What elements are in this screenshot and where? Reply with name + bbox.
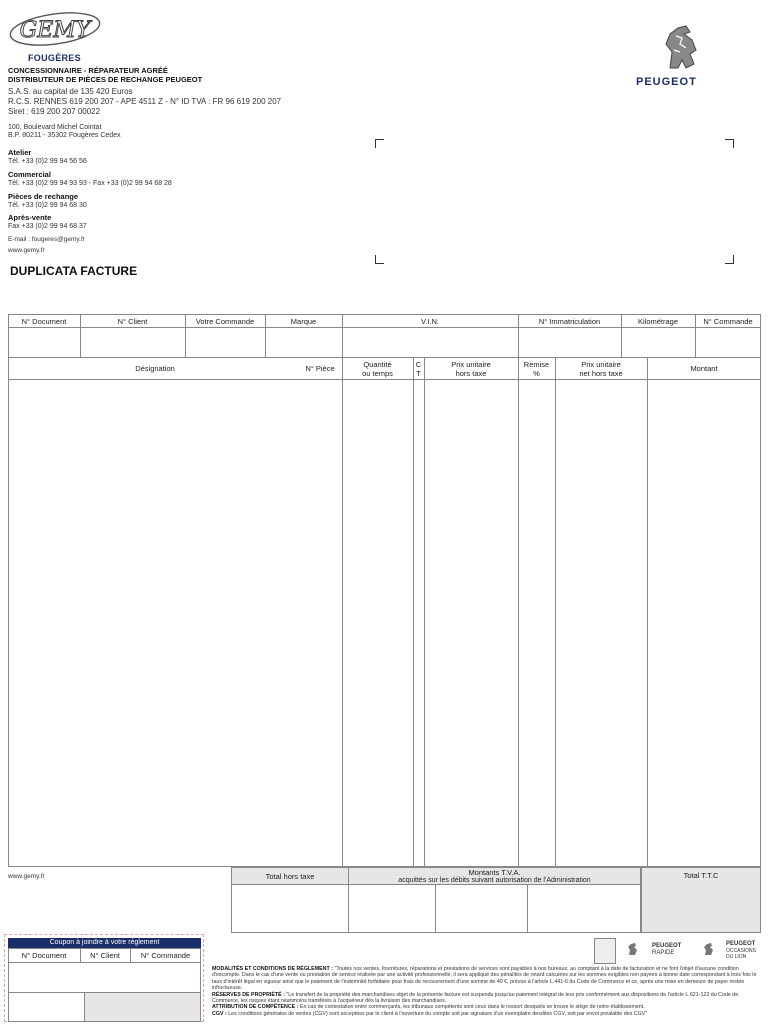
tva-col-sep	[527, 885, 528, 933]
lines-col-sep	[342, 357, 343, 867]
company-website: www.gemy.fr	[8, 247, 45, 254]
header-unit-price-1: Prix unitaire	[451, 360, 491, 369]
header-qty-1: Quantité	[363, 360, 392, 369]
peugeot-rapide-line1: PEUGEOT	[652, 943, 682, 949]
lines-col-sep	[518, 357, 519, 867]
peugeot-rapide-line2: RAPIDE	[652, 950, 675, 956]
header-amount: Montant	[690, 364, 718, 373]
header-discount-1: Remise	[523, 360, 550, 369]
header-order-no: N° Commande	[703, 317, 753, 326]
atelier-heading: Atelier	[8, 148, 32, 157]
header-net-price-2: net hors taxe	[579, 369, 623, 378]
atelier-tel: Tél. +33 (0)2 99 94 56 56	[8, 158, 87, 165]
tva-label-1: Montants T.V.A.	[468, 868, 521, 877]
company-line1: CONCESSIONNAIRE - RÉPARATEUR AGRÉÉ	[8, 66, 168, 75]
apres-vente-heading: Après-vente	[8, 213, 52, 222]
header-net-price-1: Prix unitaire	[581, 360, 621, 369]
peugeot-rapide-badge	[652, 943, 681, 957]
commercial-heading: Commercial	[8, 170, 51, 179]
header-designation: Désignation	[135, 364, 175, 373]
legal-text-jurisdiction: En cas de contestation entre commerçants, les tribunaux compétents sont ceux dans le ressort desquels se trouve le siège de notre établissement.	[299, 1004, 645, 1011]
legal-terms	[212, 966, 764, 1017]
header-registration: N° Immatriculation	[538, 317, 601, 326]
footer-website: www.gemy.fr	[8, 873, 45, 880]
lines-col-sep	[555, 357, 556, 867]
header-document-no: N° Document	[21, 317, 67, 326]
legal-heading-jurisdiction: ATTRIBUTION DE COMPÉTENCE :	[212, 1004, 299, 1011]
info-table-divider	[8, 327, 761, 328]
apres-vente-fax: Fax +33 (0)2 99 94 68 37	[8, 223, 87, 230]
coupon-document-no: N° Document	[21, 951, 67, 960]
lines-col-sep	[424, 357, 425, 867]
company-siret: Siret : 619 200 207 00022	[8, 107, 101, 116]
lines-header-divider	[8, 379, 761, 380]
header-ct-2: T	[416, 369, 421, 378]
peugeot-lion-icon	[656, 22, 708, 72]
peugeot-brand-text: PEUGEOT	[636, 76, 697, 88]
company-address2: B.P. 80211 - 35302 Fougères Cedex	[8, 132, 121, 139]
header-qty-2: ou temps	[362, 369, 393, 378]
lines-col-sep	[647, 357, 648, 867]
company-address1: 100, Boulevard Michel Cointat	[8, 124, 102, 131]
header-client-no: N° Client	[117, 317, 148, 326]
tva-col-sep	[435, 885, 436, 933]
company-capital: S.A.S. au capital de 135 420 Euros	[8, 87, 133, 96]
company-city: FOUGÈRES	[28, 53, 81, 63]
peugeot-lion-small-icon	[626, 942, 640, 956]
legal-heading-ownership: RÉSERVES DE PROPRIÉTÉ :	[212, 991, 285, 998]
certification-badge	[594, 938, 616, 964]
header-mileage: Kilométrage	[637, 317, 679, 326]
gemy-logo-text: GEMY	[19, 18, 91, 43]
header-unit-price-2: hors taxe	[455, 369, 487, 378]
document-title: DUPLICATA FACTURE	[10, 264, 138, 278]
coupon-client-no: N° Client	[90, 951, 120, 960]
window-corner-bl	[375, 255, 384, 264]
header-your-order: Votre Commande	[195, 317, 255, 326]
peugeot-occasions-line3: DU LION	[726, 954, 747, 960]
lines-table	[8, 357, 761, 867]
peugeot-occasions-line2: OCCASIONS	[726, 947, 757, 954]
legal-text-ownership: "Le transfert de la propriété des marchandises objet de la présente facture est suspendu jusqu'au paiement intégral de leur prix conformément aux dispositions de l'article L.621-122 du Code de Commerce, les risques étant néanmoins transférés à l'acquéreur dès la livraison des marchandises.	[212, 991, 739, 1005]
coupon-title: Coupon à joindre à votre règlement	[8, 938, 201, 948]
peugeot-lion-small-icon	[702, 942, 716, 956]
header-vin: V.I.N.	[420, 317, 440, 326]
company-rcs: R.C.S. RENNES 619 200 207 - APE 4511 Z - N° ID TVA : FR 96 619 200 207	[8, 97, 282, 106]
header-part-no: N° Pièce	[305, 364, 335, 373]
company-line2: DISTRIBUTEUR DE PIÈCES DE RECHANGE PEUGEOT	[8, 75, 203, 84]
header-brand: Marque	[290, 317, 317, 326]
peugeot-occasions-badge	[726, 941, 756, 961]
gemy-logo	[8, 10, 102, 48]
company-email: E-mail : fougeres@gemy.fr	[8, 236, 85, 243]
coupon-divider	[8, 962, 201, 963]
window-corner-tl	[375, 139, 384, 148]
legal-heading-cgv: CGV :	[212, 1010, 227, 1017]
window-corner-br	[725, 255, 734, 264]
coupon-grey-cell	[84, 992, 201, 1022]
header-ct-1: C	[415, 360, 422, 369]
legal-heading-payment: MODALITÉS ET CONDITIONS DE RÈGLEMENT :	[212, 966, 333, 972]
total-ttc-label: Total T.T.C	[683, 871, 719, 880]
coupon-order-no: N° Commande	[140, 951, 191, 960]
pieces-tel: Tél. +33 (0)2 99 94 68 30	[8, 202, 87, 209]
pieces-heading: Pièces de rechange	[8, 192, 79, 201]
header-discount-2: %	[533, 369, 540, 378]
total-ht-label: Total hors taxe	[265, 872, 315, 881]
legal-text-payment: "Toutes nos ventes, fournitures, réparations et prestations de services sont payables à nos bureaux, au comptant à la date de facturation et ne font l'objet d'aucune condition d'escompte. Dans le cas d'une vente ou prestation de service réalisée par une activité professionnelle, il sera appliqué des pénalités de retard calculées sur les sommes exigibles non payées à bonne date correspondant à trois fois le taux d'intérêt légal en vigueur ainsi que le paiement de l'indemnité forfaitaire pour frais de recouvrement d'une somme de 40 €, prévue à l'article L.441-6 du Code de Commerce et ce, après une mise en demeure de payer restée infructueuse.	[212, 966, 757, 992]
peugeot-occasions-line1: PEUGEOT	[726, 941, 756, 947]
commercial-tel: Tél. +33 (0)2 99 94 93 93 - Fax +33 (0)2 99 94 68 28	[8, 180, 172, 187]
legal-text-cgv: Les conditions générales de ventes (CGV) sont acceptées par le client à l'ouverture du compte soit par signature d'un exemplaire desdites CGV, soit par envoi préalable des CGV"	[228, 1010, 648, 1017]
lines-col-sep	[413, 357, 414, 867]
window-corner-tr	[725, 139, 734, 148]
tva-label-2: acquittés sur les débits suivant autorisation de l'Administration	[398, 877, 591, 884]
